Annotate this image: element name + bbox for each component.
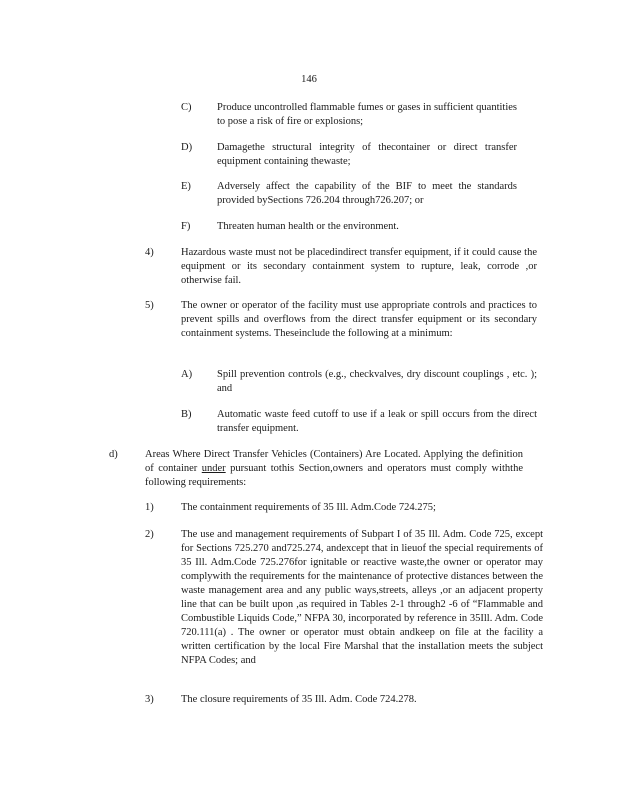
item-text: The closure requirements of 35 Ill. Adm. Code 724.278. [181,694,417,705]
page-number: 146 [301,74,317,85]
section-text-before: Areas Where Direct Transfer Vehicles (Containers) Are Located. Applying the definition of container [145,449,523,474]
item-label: 1) [145,502,154,513]
item-label: 4) [145,247,154,258]
item-text: Adversely affect the capability of the BIF to meet the standards provided bySections 726.204 through726.207; or [217,181,517,206]
item-text: Spill prevention controls (e.g., checkvalves, dry discount couplings , etc. ); and [217,369,537,394]
item-label: 3) [145,694,154,705]
underlined-word: under [201,463,226,474]
item-label: B) [181,409,192,420]
item-label: C) [181,102,192,113]
item-text: Produce uncontrolled flammable fumes or gases in sufficient quantities to pose a risk of fire or explosions; [217,102,517,127]
section-text [145,448,523,490]
section-label: d) [109,449,118,460]
section-text-after: pursuant tothis Section,owners and operators must comply withthe following requirements: [145,463,523,488]
item-text: Hazardous waste must not be placedindirect transfer equipment, if it could cause the equipment or its secondary containment system to rupture, leak, corrode ,or otherwise fail. [181,247,537,286]
item-label: 2) [145,529,154,540]
item-label: E) [181,181,191,192]
item-text: Threaten human health or the environment. [217,221,399,232]
item-text: Automatic waste feed cutoff to use if a leak or spill occurs from the direct transfer equipment. [217,409,537,434]
item-text: The containment requirements of 35 Ill. Adm.Code 724.275; [181,502,436,513]
item-text: Damagethe structural integrity of thecontainer or direct transfer equipment containing thewaste; [217,142,517,167]
item-text: The use and management requirements of Subpart I of 35 Ill. Adm. Code 725, except for Sections 725.270 and725.274, andexcept that in lieuof the special requirements of 35 Ill. Adm.Code 725.276for ignitable or reactive waste,the owner or operator may complywith the requirements for the maintenance of protective distances between the waste management area and any public ways,streets, alleys ,or an adjacent property line that can be built upon ,as required in Tables 2-1 through2 -6 of “Flammable and Combustible Liquids Code,” NFPA 30, incorporated by reference in 35Ill. Adm. Code 720.111(a) . The owner or operator must obtain andkeep on file at the facility a written certification by the local Fire Marshal that the installation meets the subject NFPA Codes; and [181,529,543,666]
item-text: The owner or operator of the facility must use appropriate controls and practices to prevent spills and overflows from the direct transfer equipment or its secondary containment systems. Theseinclude the following at a minimum: [181,300,537,339]
item-label: F) [181,221,191,232]
item-label: A) [181,369,193,380]
item-label: 5) [145,300,154,311]
item-label: D) [181,142,193,153]
